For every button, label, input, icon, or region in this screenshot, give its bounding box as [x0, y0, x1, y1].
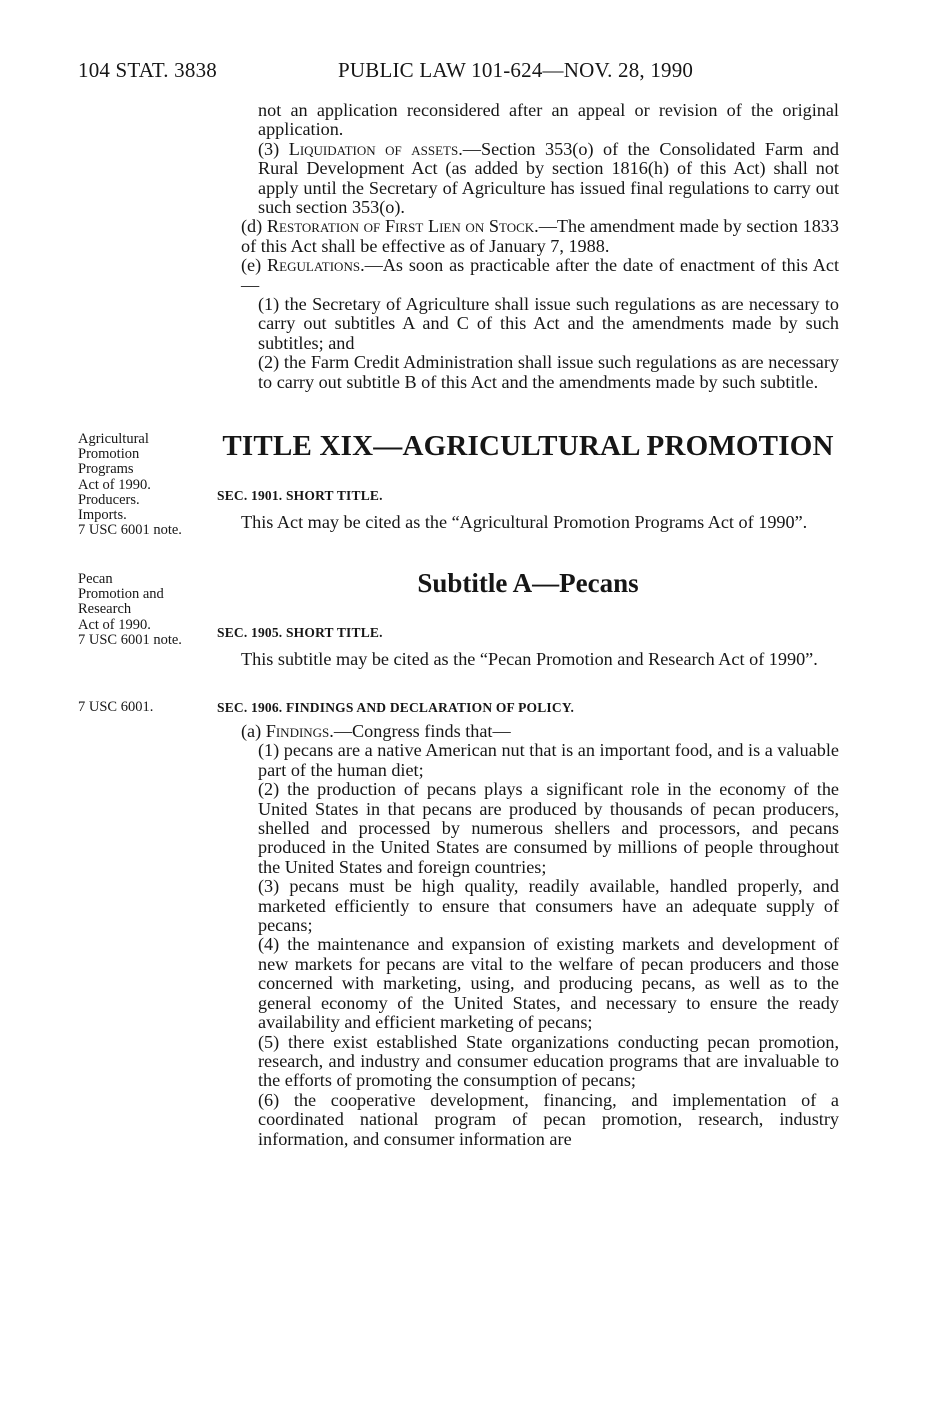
paragraph-heading: Liquidation of assets: [288, 138, 459, 159]
margin-note-1: [78, 432, 214, 538]
paragraph-text: .—Section 353(o) of the Consolidated Farm and Rural Development Act (as added by section 1816(h) of this Act) shall not apply until the Secretary of Agriculture has issued final regulations to carry out such section 353(o).: [258, 138, 840, 218]
subsection-text: .—The amendment made by section 1833 of this Act shall be effective as of January 7, 1988.: [241, 216, 839, 256]
margin-note-3: [78, 700, 214, 715]
subsection-text: .—As soon as practicable after the date of enactment of this Act—: [241, 255, 840, 295]
subsection-heading: Restoration of First Lien on Stock: [266, 216, 535, 237]
section-text: This Act may be cited as the “Agricultural Promotion Programs Act of 1990”.: [241, 512, 808, 532]
subsection-label: (d): [241, 216, 267, 237]
finding-2: (2) the production of pecans plays a significant role in the economy of the United States in that pecans are produced by thousands of pecan producers, shelled and processed by numerous shellers and processors, and pecans produced in the United States are consumed by millions of people throughout the United States and foreign countries;: [258, 779, 839, 877]
subsection-d: [217, 217, 839, 256]
finding-1: (1) pecans are a native American nut that is an important food, and is a valuable part of the human diet;: [258, 740, 839, 780]
section-1901-heading: SEC. 1901. SHORT TITLE.: [217, 488, 383, 503]
subsection-heading: Findings: [265, 721, 330, 741]
subsection-e: [217, 256, 839, 295]
law-reference: PUBLIC LAW 101-624—NOV. 28, 1990: [338, 58, 694, 82]
subsection-heading: Regulations: [267, 255, 361, 276]
margin-note-line: Imports.: [78, 507, 127, 524]
margin-note-line: 7 USC 6001 note.: [78, 522, 182, 539]
top-text-block: [217, 101, 839, 392]
subtitle-heading: Subtitle A—Pecans: [417, 568, 639, 598]
subsection-text: .—Congress finds that—: [329, 721, 511, 741]
page-reference: 104 STAT. 3838: [78, 58, 217, 82]
paragraph-e2: (2) the Farm Credit Administration shall issue such regulations as are necessary to carry out subtitle B of this Act and the amendments made by such subtitle.: [258, 352, 839, 392]
margin-note-line: Agricultural: [78, 431, 149, 447]
section-1901-body: [217, 513, 839, 532]
title-heading: TITLE XIX—AGRICULTURAL PROMOTION: [222, 430, 834, 462]
finding-6: (6) the cooperative development, financing, and implementation of a coordinated national program of pecan promotion, research, industry information, and consumer information are: [258, 1089, 839, 1149]
finding-5: (5) there exist established State organizations conducting pecan promotion, research, and industry and consumer education programs that are invaluable to the efforts of promoting the consumption of pecans;: [258, 1031, 839, 1091]
margin-note-line: Research: [78, 601, 132, 618]
margin-note-2: [78, 572, 214, 648]
subsection-label: (a): [241, 721, 266, 741]
section-1906-heading: SEC. 1906. FINDINGS AND DECLARATION OF POLICY.: [217, 700, 575, 715]
subsection-label: (e): [241, 255, 268, 276]
margin-note-line: Programs: [78, 461, 134, 478]
margin-note-line: 7 USC 6001.: [78, 699, 154, 715]
continuation-paragraph: not an application reconsidered after an appeal or revision of the original application.: [258, 100, 839, 140]
margin-note-line: Producers.: [78, 491, 140, 508]
subsection-a: [217, 722, 839, 741]
margin-note-line: Pecan: [78, 571, 113, 587]
section-1905-body: [217, 650, 839, 669]
margin-note-line: Act of 1990.: [78, 616, 151, 633]
margin-note-line: Act of 1990.: [78, 476, 151, 493]
paragraph-3: [217, 140, 839, 218]
paragraph-e1: (1) the Secretary of Agriculture shall issue such regulations as are necessary to carry out subtitles A and C of this Act and the amendments made by such subtitles; and: [258, 294, 839, 353]
finding-4: (4) the maintenance and expansion of existing markets and development of new markets for pecans are vital to the welfare of pecan producers and those concerned with marketing, using, and producing pecans, as well as to the general economy of the United States, and necessary to ensure the ready availability and efficient marketing of pecans;: [258, 934, 839, 1033]
margin-note-line: Promotion and: [78, 586, 164, 603]
section-1906-body: [217, 722, 839, 1149]
margin-note-line: Promotion: [78, 446, 140, 463]
finding-3: (3) pecans must be high quality, readily available, handled properly, and marketed efficiently to ensure that consumers have an adequate supply of pecans;: [258, 876, 839, 936]
section-1905-heading: SEC. 1905. SHORT TITLE.: [217, 625, 383, 640]
paragraph-label: (3): [258, 138, 289, 159]
section-text: This subtitle may be cited as the “Pecan Promotion and Research Act of 1990”.: [241, 649, 818, 669]
margin-note-line: 7 USC 6001 note.: [78, 631, 182, 648]
